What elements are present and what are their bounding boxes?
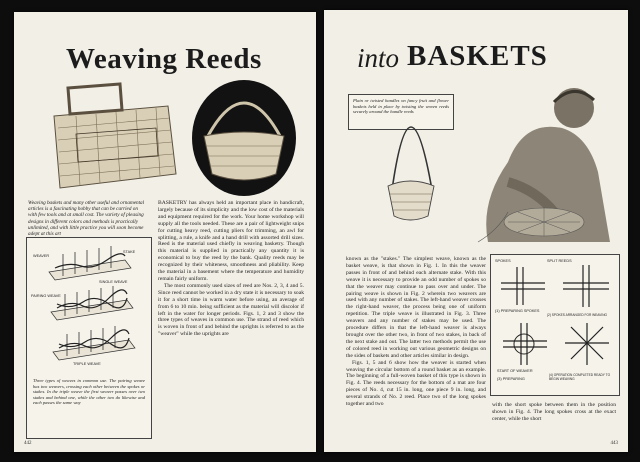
title-baskets: BASKETS: [407, 40, 548, 72]
left-page-title: Weaving Reeds: [66, 43, 262, 75]
handle-caption: Plain or twisted handles on fancy fruit and flower baskets held in place by twisting the woven reeds securely around the handle reeds: [353, 98, 449, 115]
right-body-para-2: Figs. 1, 5 and 6 show how the weaver is started when weaving the circular bottom of a round basket as an example. The beginning of a full-woven basket of this type is shown in Fig. 4. The reeds necessary for the bottom of a mat are four pieces of No. 4, cut 15 in. long, one piece 9 in. long, and several strands of No. 2 reed. Place two of the long spokes together and two: [346, 359, 486, 408]
left-body-para-1: BASKETRY has always held an important place in handicraft, largely because of its simplicity and the low cost of the materials and equipment required for the work. Your home workshop will supply all the tools needed. These are a pair of lightweight snips for cutting heavy reed, cutting pliers for trimming, an awl for splitting, a rule, a knife and a hand drill with assorted drill sizes. Reed is the material used chiefly in weaving basketry. Though this material is supplied in practically any quantity it is economical to buy the reed by the bank. Quality reeds may be recognized by their whiteness, smoothness and pliability. Keep the material in a basement where the temperature and humidity remain fairly uniform.: [158, 200, 304, 282]
weave-diagram: [29, 240, 149, 372]
weave-diagram-box: [26, 237, 152, 439]
left-page-number: 442: [24, 441, 32, 446]
right-page: [324, 10, 628, 452]
label-triple-weave: TRIPLE WEAVE: [73, 362, 101, 366]
photo-caption: Weaving baskets and many other useful and ornamental articles is a fascinating hobby that can be carried on with few tools and at small cost. The variety of pleasing designs in different colors and methods is practically unlimited, and with little practice you will soon become adept at this art: [28, 200, 145, 238]
label-split-reeds: SPLIT REEDS: [547, 259, 572, 263]
label-stake: STAKE: [123, 250, 136, 254]
left-body-column: [158, 200, 304, 338]
label-fig3: (3) PREPARING: [497, 377, 525, 381]
left-body-para-2: The most commonly used sizes of reed are Nos. 2, 3, 4 and 5. Since reed cannot be worked in a dry state it is necessary to soak it for a short time in warm water before using, an average of from 6 to 10 min. being sufficient as the material will discolor if left in the water for longer periods. Figs. 1, 2 and 3 show the three types of weaves in common use. The strand of reed which is woven in front of and behind the uprights is referred to as the "weaver" while the uprights are: [158, 282, 304, 338]
right-page-number: 443: [610, 441, 618, 446]
weave-diagram-caption: Three types of weaves in common use. The pairing weave has two weavers, crossing each other between the spokes or stakes. In the triple weave the first weaver passes over two stakes and behind one, while the other two do likewise and each passes the same way: [33, 378, 145, 406]
label-weaver: WEAVER: [33, 254, 50, 258]
right-body-column-1: [346, 256, 486, 408]
basket-photo-illustration: [36, 76, 298, 198]
spokes-diagram-box: [490, 254, 620, 396]
basket-weaver-illustration: [348, 72, 624, 246]
label-spokes: SPOKES: [495, 259, 511, 263]
label-fig2: (2) SPOKES ARRANGED FOR WEAVING: [547, 313, 607, 317]
label-fig1: (1) PREPARING SPOKES: [495, 309, 540, 313]
right-body-column-2: with the short spoke between them in the position shown in Fig. 4. The long spokes cross at the exact center, while the short: [492, 402, 616, 422]
label-start-weaver: START OF WEAVER: [497, 369, 533, 373]
right-body-para-1: known as the "stakes." The simplest weave, known as the basket weave, is that shown in Fig. 1. In this the weaver passes in front of and behind each alternate stake. With this weave it is necessary to provide an odd number of spokes so that the weaver may continue to pass over and under. The pairing weave is shown in Fig. 2 wherein two weavers are used with any number of stakes. The left-hand weaver crosses the right-hand weaver, the process being one of uniform repetition. The triple weave is illustrated in Fig. 3. Three weavers and any number of stakes may be used. The procedure differs in that the left-hand weaver is always brought over the other two, in front of two stakes, in back of the next stake and out. The latter two methods permit the use of colored reed in working out various geometric designs on the sides of baskets and other articles similar in design.: [346, 256, 486, 359]
left-page: [14, 12, 316, 452]
label-single-weave: SINGLE WEAVE: [99, 280, 128, 284]
label-pairing-weave: PAIRING WEAVE: [31, 294, 61, 298]
title-into: into: [357, 43, 400, 73]
label-fig4: (4) OPERATION COMPLETED READY TO BEGIN WEAVING: [549, 373, 611, 381]
